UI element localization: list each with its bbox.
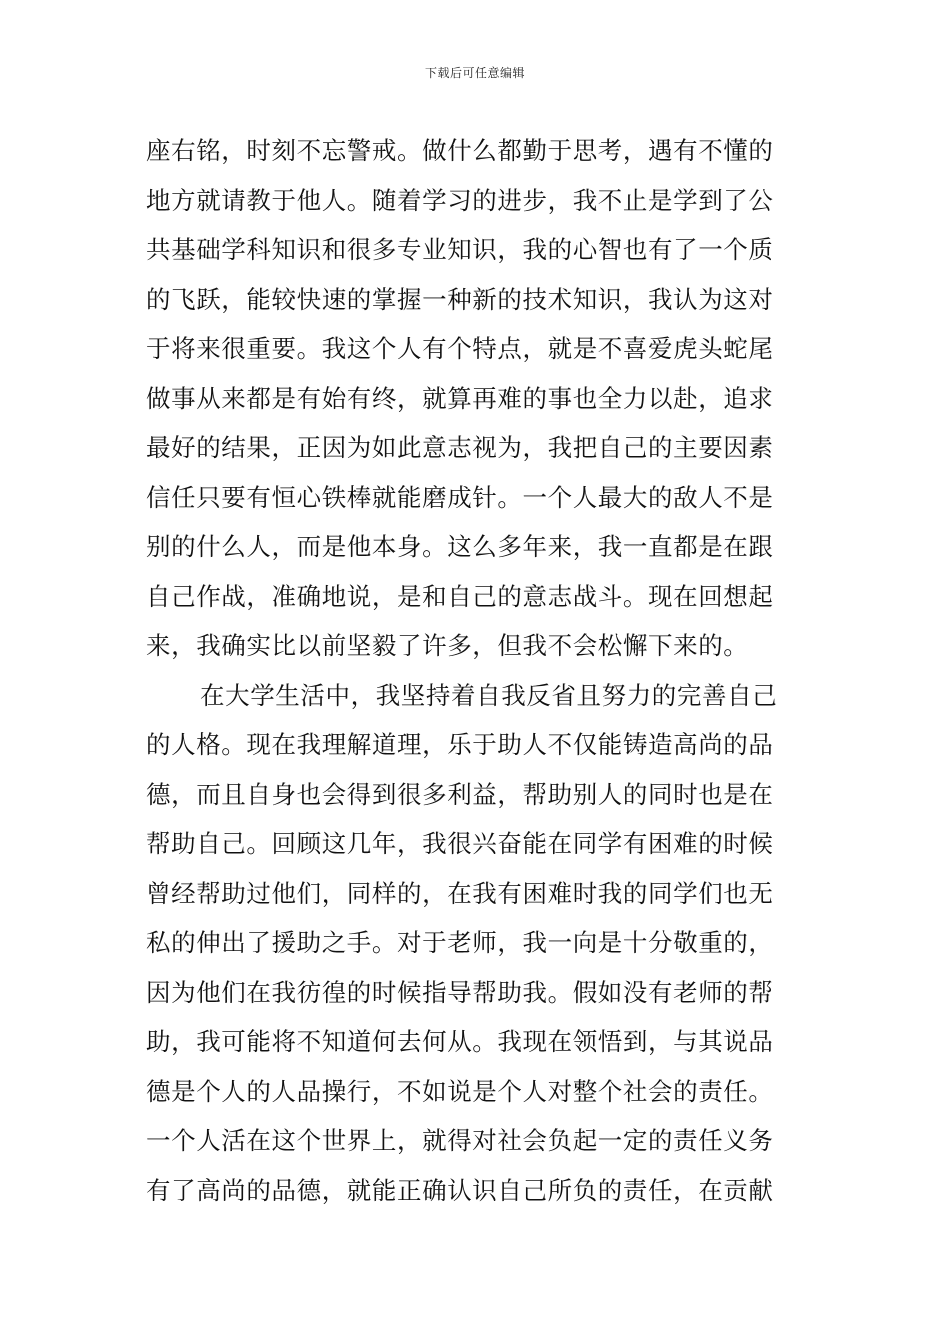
text-line: 因为他们在我彷徨的时候指导帮助我。假如没有老师的帮: [146, 977, 774, 1007]
text-line: 的人格。现在我理解道理，乐于助人不仅能铸造高尚的品: [146, 730, 774, 759]
page-header: 下载后可任意编辑: [424, 66, 525, 80]
text-line: 共基础学科知识和很多专业知识，我的心智也有了一个质: [146, 235, 774, 264]
text-line: 助，我可能将不知道何去何从。我现在领悟到，与其说品: [146, 1027, 774, 1056]
text-line: 做事从来都是有始有终，就算再难的事也全力以赴，追求: [146, 383, 774, 413]
text-line: 德是个人的人品操行，不如说是个人对整个社会的责任。: [146, 1076, 774, 1106]
text-line: 来，我确实比以前坚毅了许多，但我不会松懈下来的。: [146, 631, 749, 660]
text-line: 于将来很重要。我这个人有个特点，就是不喜爱虎头蛇尾: [146, 334, 774, 363]
text-line: 私的伸出了援助之手。对于老师，我一向是十分敬重的，: [146, 928, 774, 957]
text-line: 有了高尚的品德，就能正确认识自己所负的责任，在贡献: [146, 1175, 774, 1205]
text-line: 自己作战，准确地说，是和自己的意志战斗。现在回想起: [146, 581, 774, 611]
paragraph-first-line: 在大学生活中，我坚持着自我反省且努力的完善自己: [200, 680, 778, 710]
text-line: 最好的结果，正因为如此意志视为，我把自己的主要因素: [146, 433, 774, 462]
text-line: 座右铭，时刻不忘警戒。做什么都勤于思考，遇有不懂的: [146, 136, 774, 165]
text-line: 信任只要有恒心铁棒就能磨成针。一个人最大的敌人不是: [146, 482, 774, 512]
text-line: 地方就请教于他人。随着学习的进步，我不止是学到了公: [146, 185, 774, 215]
text-line: 别的什么人，而是他本身。这么多年来，我一直都是在跟: [146, 532, 774, 561]
text-line: 的飞跃，能较快速的掌握一种新的技术知识，我认为这对: [146, 284, 774, 314]
body-text: [146, 126, 816, 1215]
text-line: 帮助自己。回顾这几年，我很兴奋能在同学有困难的时候: [146, 829, 774, 858]
text-line: 曾经帮助过他们，同样的，在我有困难时我的同学们也无: [146, 878, 774, 908]
text-line: 一个人活在这个世界上，就得对社会负起一定的责任义务: [146, 1126, 774, 1155]
text-line: 德，而且自身也会得到很多利益，帮助别人的同时也是在: [146, 779, 774, 809]
